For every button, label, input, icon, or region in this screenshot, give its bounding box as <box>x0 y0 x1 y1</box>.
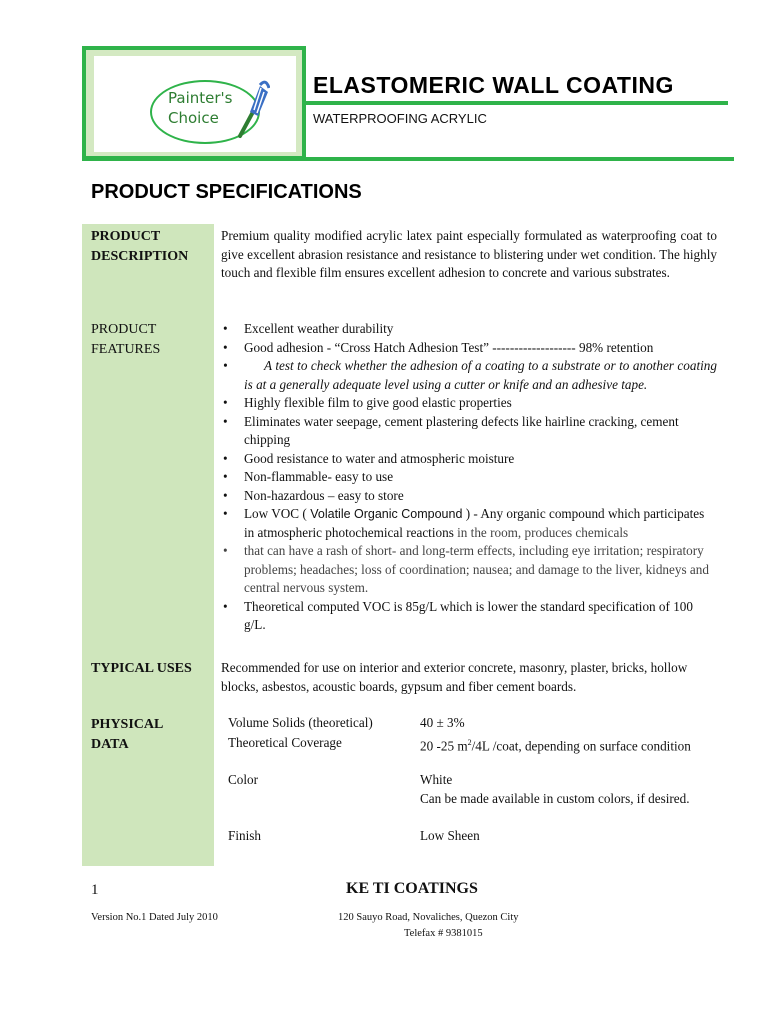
color-note: Can be made available in custom colors, if desired. <box>420 791 690 806</box>
features-label <box>91 320 160 360</box>
volume-solids-value: 40 ± 3% <box>420 715 465 730</box>
feature-note <box>221 357 717 394</box>
voc-term: Volatile Organic Compound <box>306 507 463 521</box>
physical-label-line2: DATA <box>91 737 129 752</box>
color-value: White <box>420 772 453 787</box>
feature-item: • Non-hazardous – easy to store <box>221 487 717 506</box>
logo-frame <box>82 46 306 160</box>
page-number: 1 <box>91 882 99 898</box>
header-bottom-rule <box>82 157 734 161</box>
coverage-value-main: 20 -25 m <box>420 738 468 754</box>
company-name: KE TI COATINGS <box>346 880 478 897</box>
features-label-line2: FEATURES <box>91 342 161 357</box>
paintbrush-icon <box>230 80 270 140</box>
telefax-text: Telefax # 9381015 <box>404 928 483 939</box>
physical-label <box>91 715 163 755</box>
color-label: Color <box>228 772 259 787</box>
coverage-label: Theoretical Coverage <box>228 735 342 750</box>
feature-item: • Good adhesion - “Cross Hatch Adhesion Test” ------------------- 98% retention <box>221 339 717 358</box>
description-label <box>91 227 188 267</box>
address-text: 120 Sauyo Road, Novaliches, Quezon City <box>338 912 519 923</box>
document-subtitle: WATERPROOFING ACRYLIC <box>313 111 487 126</box>
feature-item: • Excellent weather durability <box>221 320 717 339</box>
title-underline <box>306 101 728 105</box>
logo-text-line2: Choice <box>168 109 219 127</box>
uses-label: TYPICAL USES <box>91 661 192 676</box>
finish-value: Low Sheen <box>420 828 480 843</box>
section-title: PRODUCT SPECIFICATIONS <box>91 181 362 203</box>
logo <box>168 88 232 128</box>
voc-effects-text: • that can have a rash of short- and long-term effects, including eye irritation; respiratory problems; headaches; loss of coordination; nausea; and damage to the liver, kidneys and central nervous system. <box>221 542 717 598</box>
version-text: Version No.1 Dated July 2010 <box>91 912 218 923</box>
voc-definition-rest: in the room, produces chemicals <box>453 524 629 540</box>
description-text: Premium quality modified acrylic latex paint especially formulated as waterproofing coat to give excellent abrasion resistance and resistance to blistering under wet condition. The highly touch and flexible film ensures excellent adhesion to concrete and various substrates. <box>221 228 717 280</box>
description-label-line2: DESCRIPTION <box>91 249 189 264</box>
feature-item: • Eliminates water seepage, cement plastering defects like hairline cracking, cement chipping <box>221 413 717 450</box>
feature-item: • Non-flammable- easy to use <box>221 468 717 487</box>
physical-label-line1: PHYSICAL <box>91 717 164 732</box>
coverage-value <box>420 734 720 756</box>
coverage-value-rest: /4L /coat, depending on surface condition <box>471 738 691 754</box>
uses-text: Recommended for use on interior and exterior concrete, masonry, plaster, bricks, hollow blocks, asbestos, acoustic boards, gypsum and fiber cement boards. <box>221 660 688 694</box>
voc-theoretical-text: • Theoretical computed VOC is 85g/L which is lower the standard specification of 100 g/L. <box>221 598 717 635</box>
feature-item: • Good resistance to water and atmospheric moisture <box>221 450 717 469</box>
coverage-unit-exponent: 2 <box>467 738 472 747</box>
finish-label: Finish <box>228 828 261 843</box>
features-label-line1: PRODUCT <box>91 322 157 337</box>
description-label-line1: PRODUCT <box>91 229 161 244</box>
features-list <box>221 320 717 635</box>
feature-item: • Highly flexible film to give good elastic properties <box>221 394 717 413</box>
logo-text-line1: Painter's <box>168 89 233 107</box>
voc-definition: ) - Any organic compound which participates in atmospheric photochemical reactions <box>244 506 705 540</box>
adhesion-test-note: A test to check whether the adhesion of a coating to a substrate or to another coating is at a generally adequate level using a cutter or knife and an adhesive tape. <box>244 358 717 392</box>
document-title: ELASTOMERIC WALL COATING <box>313 72 674 98</box>
volume-solids-label: Volume Solids (theoretical) <box>228 715 373 730</box>
voc-prefix: Low VOC ( <box>244 506 307 521</box>
logo-panel <box>94 56 296 152</box>
feature-item-voc <box>221 505 717 542</box>
